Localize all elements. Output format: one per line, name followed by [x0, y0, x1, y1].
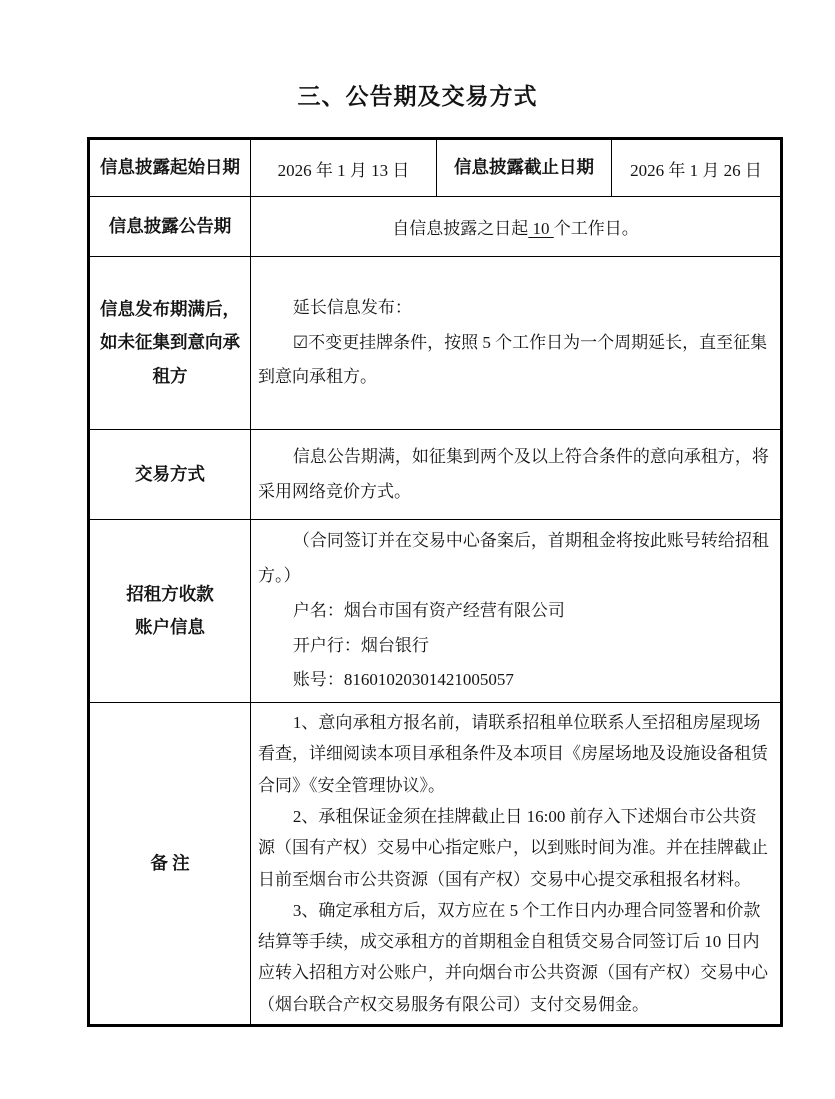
row-remarks: [89, 703, 782, 1026]
disclosure-end-date-label: 信息披露截止日期: [437, 139, 612, 197]
row-announcement-period: [89, 197, 782, 257]
row-payee-account: [89, 520, 782, 703]
payee-account-label-line1: 招租方收款: [126, 583, 214, 604]
payee-account-note: （合同签订并在交易中心备案后，首期租金将按此账号转给招租方。）: [258, 531, 769, 585]
row-transaction-method: [89, 430, 782, 520]
payee-account-name: 户名：烟台市国有资产经营有限公司: [292, 600, 565, 620]
payee-account-label-line2: 账户信息: [135, 617, 205, 638]
announcement-period-suffix: 个工作日。: [553, 219, 639, 238]
remarks-paragraph-1: 1、意向承租方报名前，请联系招租单位联系人至招租房屋现场看查，详细阅读本项目承租条件及本项目《房屋场地及设施设备租赁合同》《安全管理协议》。: [258, 713, 768, 795]
disclosure-end-date-value: 2026 年 1 月 26 日: [612, 139, 782, 197]
remarks-paragraph-2: 2、承租保证金须在挂牌截止日 16:00 前存入下述烟台市公共资源（国有产权）交易中心指定账户，以到账时间为准。并在挂牌截止日前至烟台市公共资源（国有产权）交易中心提交承租报名材料。: [258, 807, 768, 889]
row-extension-policy: [89, 257, 782, 430]
page-title: 三、公告期及交易方式: [297, 84, 538, 109]
checked-checkbox-icon: ☑: [292, 332, 309, 352]
announcement-period-prefix: 自信息披露之日起: [392, 219, 529, 238]
remarks-content: [251, 703, 782, 1026]
row-disclosure-dates: [89, 139, 782, 197]
disclosure-start-date-value: 2026 年 1 月 13 日: [251, 139, 437, 197]
extension-policy-content: [251, 257, 782, 430]
payee-account-bank: 开户行：烟台银行: [292, 635, 429, 655]
payee-account-number: 账号：81601020301421005057: [292, 670, 514, 690]
extension-release-line: 延长信息发布：: [292, 297, 412, 317]
remarks-label: 备 注: [89, 703, 251, 1026]
extension-option-text: 不变更挂牌条件，按照 5 个工作日为一个周期延长，直至征集到意向承租方。: [258, 332, 768, 387]
transaction-method-text: 信息公告期满，如征集到两个及以上符合条件的意向承租方，将采用网络竞价方式。: [258, 446, 769, 501]
announcement-period-label: 信息披露公告期: [89, 197, 251, 257]
announcement-period-value: [251, 197, 782, 257]
disclosure-start-date-label: 信息披露起始日期: [89, 139, 251, 197]
transaction-method-label: 交易方式: [89, 430, 251, 520]
announcement-period-days: 10: [528, 219, 554, 238]
remarks-paragraph-3: 3、确定承租方后，双方应在 5 个工作日内办理合同签署和价款结算等手续，成交承租方的首期租金自租赁交易合同签订后 10 日内应转入招租方对公账户，并向烟台市公共资源（国有产权）交易中心（烟台联合产权交易服务有限公司）支付交易佣金。: [258, 900, 768, 1014]
extension-option-line: [258, 326, 770, 396]
transaction-method-content: [251, 430, 782, 520]
payee-account-content: [251, 520, 782, 703]
payee-account-label: [89, 520, 251, 703]
extension-policy-label: 信息发布期满后，如未征集到意向承租方: [89, 257, 251, 430]
announcement-table: [87, 137, 783, 1027]
